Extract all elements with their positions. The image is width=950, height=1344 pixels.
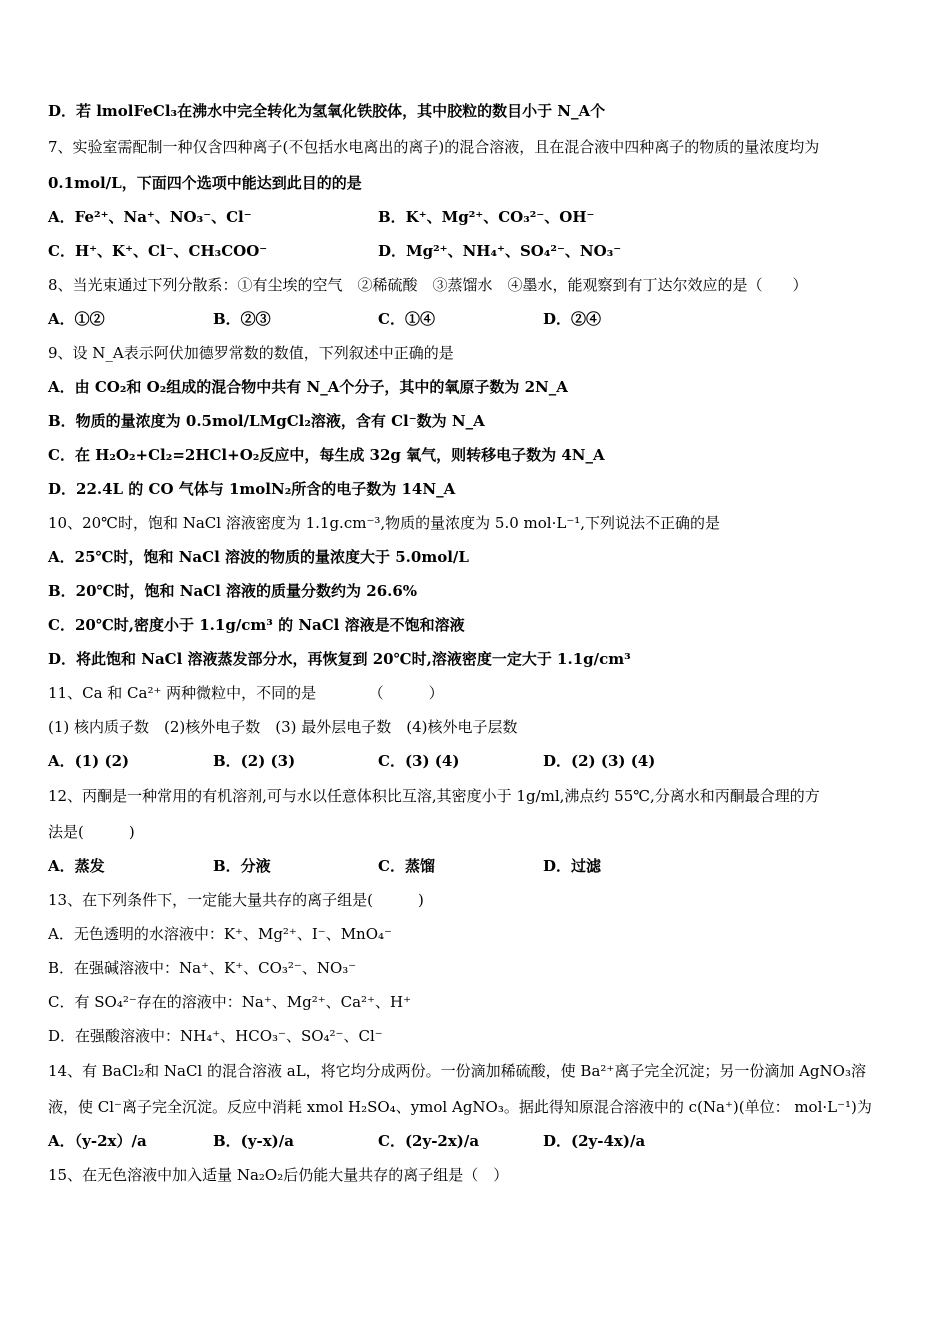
q7-stem-line1: 7、实验室需配制一种仅含四种离子(不包括水电离出的离子)的混合溶液，且在混合液中四种离子的物质的量浓度均为 (48, 138, 820, 156)
q13-option-b: B．在强碱溶液中：Na⁺、K⁺、CO₃²⁻、NO₃⁻ (48, 959, 357, 977)
q6-option-d: D．若 lmolFeCl₃在沸水中完全转化为氢氧化铁胶体，其中胶粒的数目小于 N_A个 (48, 102, 606, 120)
q13-stem: 13、在下列条件下，一定能大量共存的离子组是( ) (48, 891, 424, 909)
q7-option-b: B．K⁺、Mg²⁺、CO₃²⁻、OH⁻ (378, 208, 595, 226)
q11-stem: 11、Ca 和 Ca²⁺ 两种微粒中，不同的是 （ ） (48, 684, 444, 702)
q10-option-b: B．20℃时，饱和 NaCl 溶液的质量分数约为 26.6% (48, 582, 418, 600)
q13-option-c: C．有 SO₄²⁻存在的溶液中：Na⁺、Mg²⁺、Ca²⁺、H⁺ (48, 993, 411, 1011)
q15-stem: 15、在无色溶液中加入适量 Na₂O₂后仍能大量共存的离子组是（ ） (48, 1166, 509, 1184)
q12-option-b: B．分液 (213, 857, 271, 875)
q9-option-a: A．由 CO₂和 O₂组成的混合物中共有 N_A个分子，其中的氧原子数为 2N_A (48, 378, 568, 396)
q11-option-c: C．(3) (4) (378, 752, 460, 770)
q12-option-c: C．蒸馏 (378, 857, 435, 875)
q12-option-a: A．蒸发 (48, 857, 105, 875)
q10-option-c: C．20℃时,密度小于 1.1g/cm³ 的 NaCl 溶液是不饱和溶液 (48, 616, 465, 634)
q8-option-a: A．①② (48, 310, 105, 328)
q13-option-d: D．在强酸溶液中：NH₄⁺、HCO₃⁻、SO₄²⁻、Cl⁻ (48, 1027, 383, 1045)
q10-option-d: D．将此饱和 NaCl 溶液蒸发部分水，再恢复到 20℃时,溶液密度一定大于 1.1g/cm³ (48, 650, 631, 668)
q7-stem-line2: 0.1mol/L，下面四个选项中能达到此目的的是 (48, 174, 362, 192)
q9-option-b: B．物质的量浓度为 0.5mol/LMgCl₂溶液，含有 Cl⁻数为 N_A (48, 412, 485, 430)
q12-stem-line2: 法是( ) (48, 823, 135, 841)
q13-option-a: A．无色透明的水溶液中：K⁺、Mg²⁺、I⁻、MnO₄⁻ (48, 925, 392, 943)
q7-option-c: C．H⁺、K⁺、Cl⁻、CH₃COO⁻ (48, 242, 268, 260)
q9-option-c: C．在 H₂O₂+Cl₂=2HCl+O₂反应中，每生成 32g 氧气，则转移电子数为 4N_A (48, 446, 605, 464)
q8-stem: 8、当光束通过下列分散系：①有尘埃的空气 ②稀硫酸 ③蒸馏水 ④墨水，能观察到有丁达尔效应的是（ ） (48, 276, 808, 294)
q14-option-c: C．(2y-2x)/a (378, 1132, 480, 1150)
q14-stem-line1: 14、有 BaCl₂和 NaCl 的混合溶液 aL，将它均分成两份。一份滴加稀硫酸，使 Ba²⁺离子完全沉淀；另一份滴加 AgNO₃溶 (48, 1062, 866, 1080)
q11-option-a: A．(1) (2) (48, 752, 130, 770)
q14-stem-line2: 液，使 Cl⁻离子完全沉淀。反应中消耗 xmol H₂SO₄、ymol AgNO₃。据此得知原混合溶液中的 c(Na⁺)(单位： mol·L⁻¹)为 (48, 1098, 872, 1116)
q11-statements: (1) 核内质子数 (2)核外电子数 (3) 最外层电子数 (4)核外电子层数 (48, 718, 518, 736)
q14-option-b: B．(y-x)/a (213, 1132, 294, 1150)
q11-option-b: B．(2) (3) (213, 752, 296, 770)
q7-option-a: A．Fe²⁺、Na⁺、NO₃⁻、Cl⁻ (48, 208, 252, 226)
q14-option-a: A．（y-2x）/a (48, 1132, 147, 1150)
q7-option-d: D．Mg²⁺、NH₄⁺、SO₄²⁻、NO₃⁻ (378, 242, 622, 260)
q10-option-a: A．25℃时，饱和 NaCl 溶波的物质的量浓度大于 5.0mol/L (48, 548, 469, 566)
q12-stem-line1: 12、丙酮是一种常用的有机溶剂,可与水以任意体积比互溶,其密度小于 1g/ml,沸点约 55℃,分离水和丙酮最合理的方 (48, 787, 820, 805)
q8-option-b: B．②③ (213, 310, 271, 328)
q8-option-d: D．②④ (543, 310, 602, 328)
q10-stem: 10、20℃时，饱和 NaCl 溶液密度为 1.1g.cm⁻³,物质的量浓度为 5.0 mol·L⁻¹,下列说法不正确的是 (48, 514, 721, 532)
q9-option-d: D．22.4L 的 CO 气体与 1molN₂所含的电子数为 14N_A (48, 480, 456, 498)
q11-option-d: D．(2) (3) (4) (543, 752, 656, 770)
q14-option-d: D．(2y-4x)/a (543, 1132, 646, 1150)
q12-option-d: D．过滤 (543, 857, 602, 875)
q9-stem: 9、设 N_A表示阿伏加德罗常数的数值，下列叙述中正确的是 (48, 344, 454, 362)
q8-option-c: C．①④ (378, 310, 435, 328)
